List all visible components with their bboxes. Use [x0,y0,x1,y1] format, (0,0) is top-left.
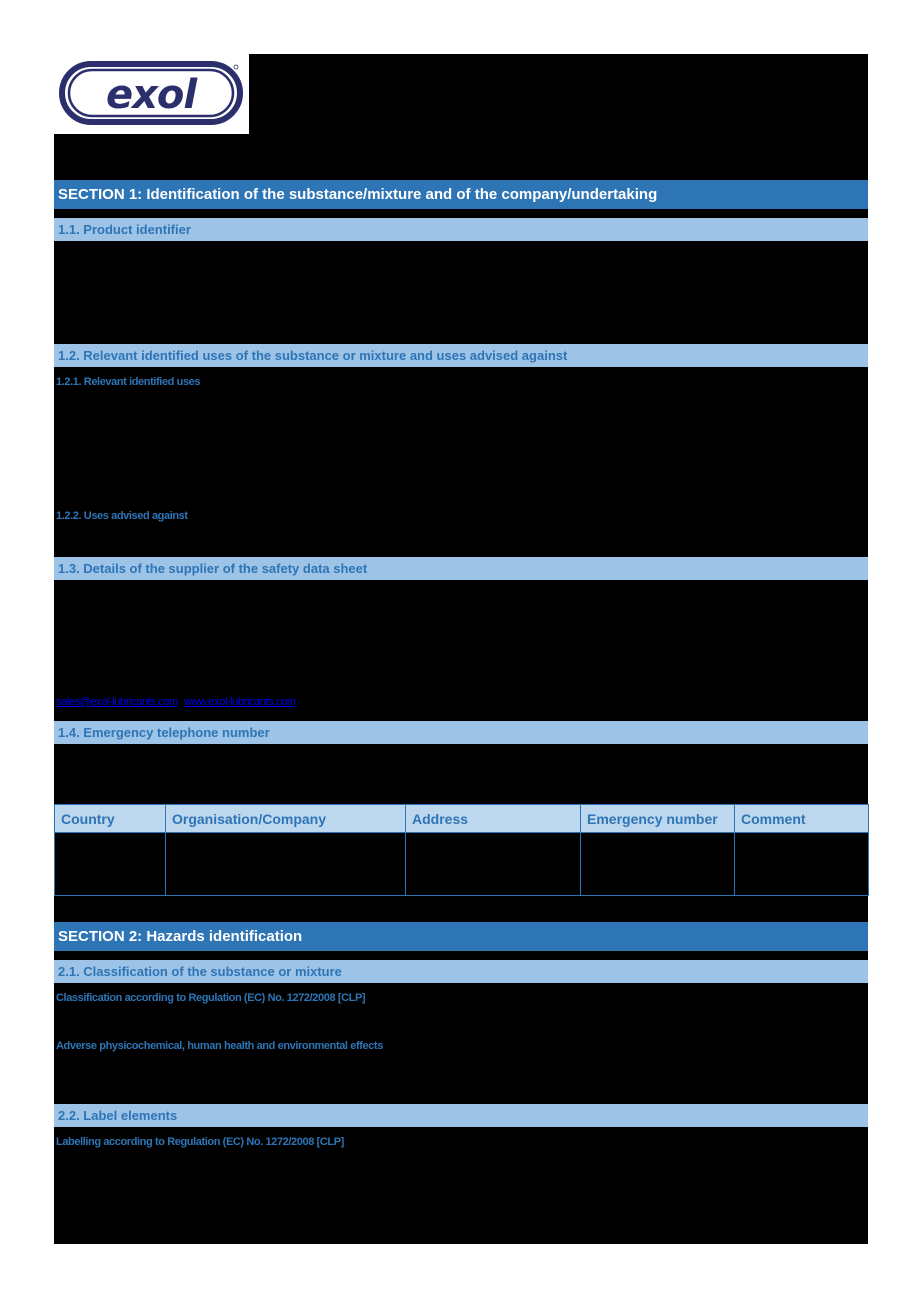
section-1-header: SECTION 1: Identification of the substance/mixture and of the company/undertaking [54,180,868,209]
website-link[interactable]: www.exol-lubricants.com [183,696,296,708]
uses-advised-against-label: 1.2.2. Uses advised against [56,510,188,522]
subsection-1-3-header: 1.3. Details of the supplier of the safety data sheet [54,557,868,580]
svg-text:exol: exol [105,72,197,118]
email-link[interactable]: sales@exol-lubricants.com [56,696,178,708]
subsection-1-2-header: 1.2. Relevant identified uses of the substance or mixture and uses advised against [54,344,868,367]
column-header-country: Country [55,805,166,833]
subsection-1-4-header: 1.4. Emergency telephone number [54,721,868,744]
adverse-effects-label: Adverse physicochemical, human health and environmental effects [56,1040,383,1052]
section-2-header: SECTION 2: Hazards identification [54,922,868,951]
link-separator: , [177,696,181,708]
supplier-contact-links [56,696,296,708]
table-header-row [55,805,869,833]
subsection-1-1-header: 1.1. Product identifier [54,218,868,241]
relevant-uses-label: 1.2.1. Relevant identified uses [56,376,201,388]
column-header-comment: Comment [735,805,869,833]
exol-logo [54,54,249,134]
table-cell [406,833,581,896]
table-cell [735,833,869,896]
column-header-address: Address [406,805,581,833]
classification-label: Classification according to Regulation (EC) No. 1272/2008 [CLP] [56,992,366,1004]
exol-logo-graphic [54,54,249,134]
column-header-emergency-number: Emergency number [581,805,735,833]
labelling-label: Labelling according to Regulation (EC) No. 1272/2008 [CLP] [56,1136,344,1148]
subsection-2-1-header: 2.1. Classification of the substance or mixture [54,960,868,983]
table-cell [581,833,735,896]
sds-page [54,54,868,1244]
subsection-2-2-header: 2.2. Label elements [54,1104,868,1127]
column-header-organisation: Organisation/Company [166,805,406,833]
emergency-contacts-table [54,804,869,896]
table-cell [166,833,406,896]
table-row [55,833,869,896]
table-cell [55,833,166,896]
